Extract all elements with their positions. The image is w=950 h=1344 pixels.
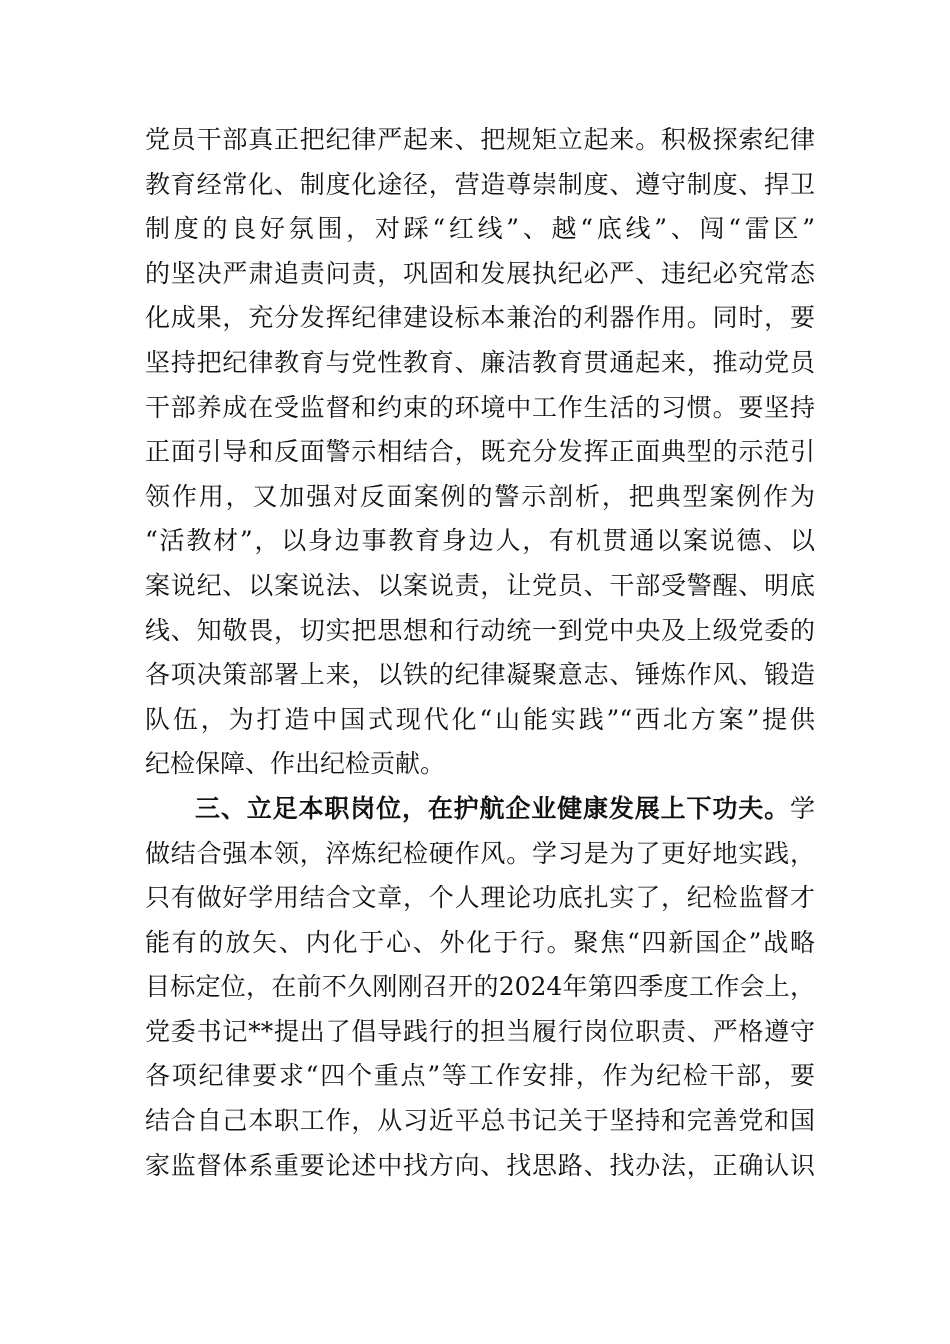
text-line: 化成果，充分发挥纪律建设标本兼治的利器作用。同时，要: [145, 303, 815, 333]
body-text: [145, 118, 815, 1188]
section-heading: 三、立足本职岗位，在护航企业健康发展上下功夫。: [195, 793, 790, 823]
text-line: 各项纪律要求“四个重点”等工作安排，作为纪检干部，要: [145, 1061, 815, 1091]
text-line: 能有的放矢、内化于心、外化于行。聚焦“四新国企”战略: [145, 927, 815, 957]
text-line: 干部养成在受监督和约束的环境中工作生活的习惯。要坚持: [145, 392, 815, 422]
text-line: 家监督体系重要论述中找方向、找思路、找办法，正确认识: [145, 1150, 815, 1180]
text-line: 只有做好学用结合文章，个人理论功底扎实了，纪检监督才: [145, 883, 815, 913]
paragraph-section-three: [145, 787, 815, 1188]
paragraph-discipline-education: [145, 118, 815, 787]
text-line: 队伍，为打造中国式现代化“山能实践”“西北方案”提供: [145, 704, 815, 734]
text-line: 线、知敬畏，切实把思想和行动统一到党中央及上级党委的: [145, 615, 815, 645]
text-line: 各项决策部署上来，以铁的纪律凝聚意志、锤炼作风、锻造: [145, 660, 815, 690]
text-line: 目标定位，在前不久刚刚召开的2024年第四季度工作会上，: [145, 972, 815, 1002]
text-line: 的坚决严肃追责问责，巩固和发展执纪必严、违纪必究常态: [145, 258, 815, 288]
text-line: 正面引导和反面警示相结合，既充分发挥正面典型的示范引: [145, 437, 815, 467]
text-line: 党员干部真正把纪律严起来、把规矩立起来。积极探索纪律: [145, 125, 815, 154]
text-line: 案说纪、以案说法、以案说责，让党员、干部受警醒、明底: [145, 570, 815, 600]
text-line: 做结合强本领，淬炼纪检硬作风。学习是为了更好地实践，: [145, 838, 815, 868]
text-line: 教育经常化、制度化途径，营造尊崇制度、遵守制度、捍卫: [145, 169, 815, 199]
text-line: 党委书记**提出了倡导践行的担当履行岗位职责、严格遵守: [145, 1016, 815, 1046]
section-first-line: [145, 787, 815, 832]
text-line: “活教材”，以身边事教育身边人，有机贯通以案说德、以: [145, 526, 815, 556]
text-line: 坚持把纪律教育与党性教育、廉洁教育贯通起来，推动党员: [145, 347, 815, 377]
text-line: 结合自己本职工作，从习近平总书记关于坚持和完善党和国: [145, 1106, 815, 1136]
text-line: 制度的良好氛围，对踩“红线”、越“底线”、闯“雷区”: [145, 214, 815, 244]
text-line: 纪检保障、作出纪检贡献。: [145, 749, 446, 779]
heading-trailing-text: 学: [789, 793, 815, 823]
text-line: 领作用，又加强对反面案例的警示剖析，把典型案例作为: [145, 481, 815, 511]
